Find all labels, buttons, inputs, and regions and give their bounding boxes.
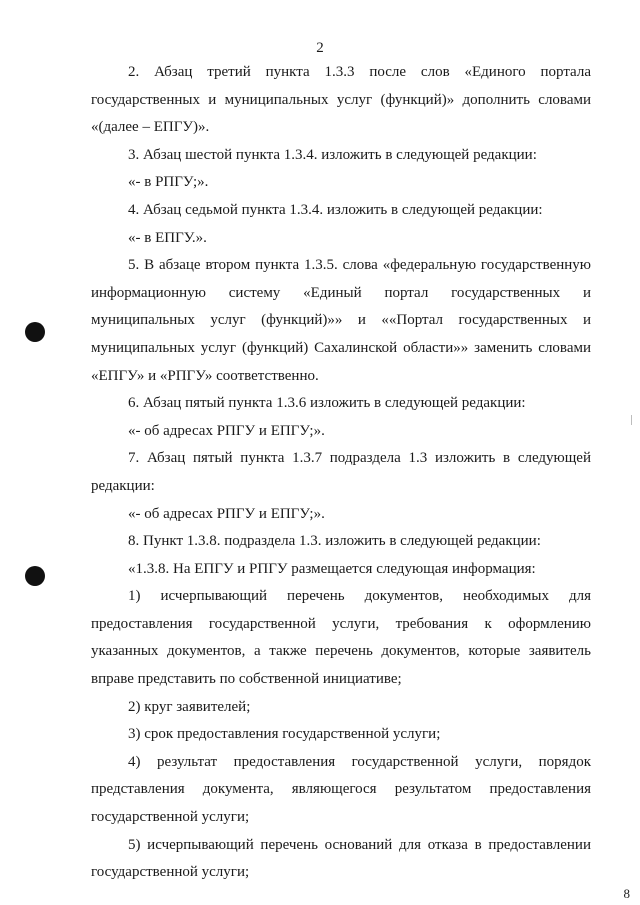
- paragraph-sub-2: 2) круг заявителей;: [128, 698, 251, 715]
- paragraph-sub-4: 4) результат предоставления государственной услуги, порядок представления документа, являющегося результатом предоставления государственной услуги;: [91, 753, 591, 826]
- paragraph-quote-6: «- об адресах РПГУ и ЕПГУ;».: [128, 422, 325, 439]
- paragraph-item-5: 5. В абзаце втором пункта 1.3.5. слова «федеральную государственную информационную систему «Единый портал государственных и муниципальных услуг (функций)»» и ««Портал государственных и муниципальных услуг (функций) Сахалинской области»» заменить словами «ЕПГУ» и «РПГУ» соответственно.: [91, 257, 591, 384]
- punch-hole: [25, 566, 45, 586]
- paragraph-sub-3: 3) срок предоставления государственной услуги;: [128, 726, 441, 743]
- paragraph-sub-1: 1) исчерпывающий перечень документов, необходимых для предоставления государственной услуги, требования к оформлению указанных документов, а также перечень документов, которые заявитель вправе представить по собственной инициативе;: [91, 588, 591, 688]
- paragraph-item-6: 6. Абзац пятый пункта 1.3.6 изложить в следующей редакции:: [128, 395, 526, 412]
- scan-speck: [631, 415, 632, 425]
- corner-mark: 8: [623, 886, 630, 901]
- paragraph-quote-7: «- об адресах РПГУ и ЕПГУ;».: [128, 505, 325, 522]
- paragraph-item-3: 3. Абзац шестой пункта 1.3.4. изложить в следующей редакции:: [128, 146, 537, 163]
- paragraph-sub-5: 5) исчерпывающий перечень оснований для отказа в предоставлении государственной услуги;: [91, 836, 591, 881]
- punch-hole: [25, 322, 45, 342]
- paragraph-quote-4: «- в ЕПГУ.».: [128, 229, 207, 246]
- page-number: 2: [316, 40, 324, 56]
- paragraph-quote-3: «- в РПГУ;».: [128, 174, 209, 191]
- paragraph-item-2: 2. Абзац третий пункта 1.3.3 после слов «Единого портала государственных и муниципальных услуг (функций)» дополнить словами «(далее – ЕПГУ)».: [91, 64, 591, 136]
- document-body: [91, 59, 591, 887]
- paragraph-item-7: 7. Абзац пятый пункта 1.3.7 подраздела 1.3 изложить в следующей редакции:: [91, 450, 591, 494]
- paragraph-clause-1-3-8: «1.3.8. На ЕПГУ и РПГУ размещается следующая информация:: [128, 560, 536, 577]
- paragraph-item-4: 4. Абзац седьмой пункта 1.3.4. изложить в следующей редакции:: [128, 201, 543, 218]
- paragraph-item-8: 8. Пункт 1.3.8. подраздела 1.3. изложить в следующей редакции:: [128, 533, 541, 550]
